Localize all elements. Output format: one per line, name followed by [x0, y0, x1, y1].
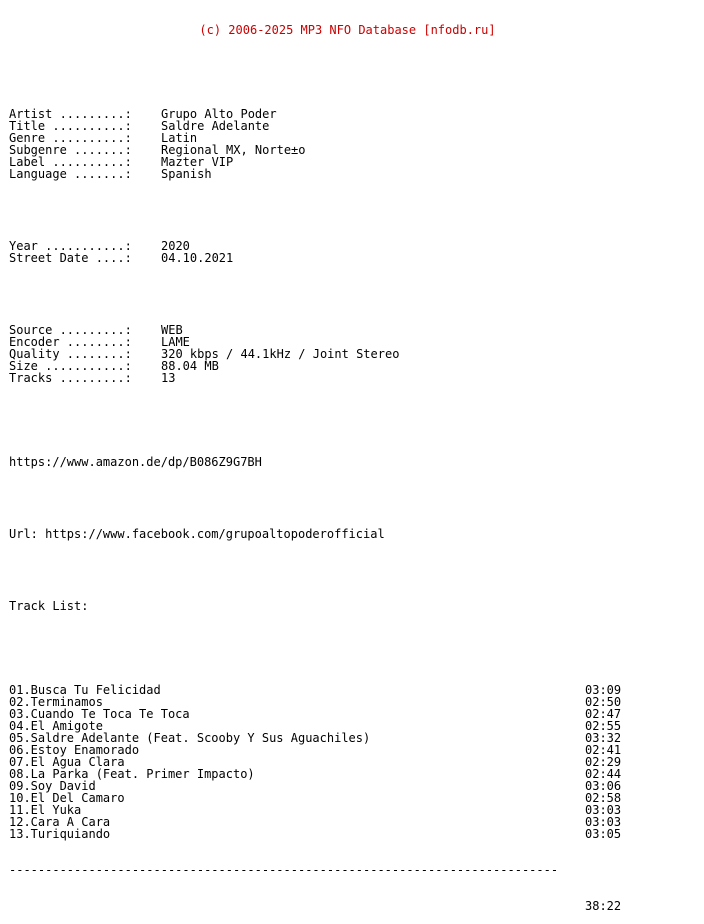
track-title: 03.Cuando Te Toca Te Toca	[9, 707, 190, 721]
info-row-label: Artist .........:	[9, 107, 132, 121]
tech-row-value: 320 kbps / 44.1kHz / Joint Stereo	[161, 347, 400, 361]
track-title: 13.Turiquiando	[9, 827, 111, 841]
track-row	[9, 780, 625, 792]
track-row	[9, 756, 625, 768]
track-duration: 02:47	[585, 707, 622, 721]
nfo-document	[9, 0, 695, 924]
tracklist-heading: Track List:	[9, 599, 89, 613]
date-row-value: 04.10.2021	[161, 251, 234, 265]
spacer	[9, 60, 695, 72]
info-row-value: Spanish	[161, 167, 212, 181]
track-title: 09.Soy David	[9, 779, 96, 793]
nfodb-header: (c) 2006-2025 MP3 NFO Database [nfodb.ru]	[199, 23, 496, 37]
tech-row-label: Encoder ........:	[9, 335, 132, 349]
track-duration: 02:44	[585, 767, 622, 781]
track-title: 05.Saldre Adelante (Feat. Scooby Y Sus Aguachiles)	[9, 731, 371, 745]
track-duration: 03:05	[585, 827, 622, 841]
track-row	[9, 792, 625, 804]
info-row-label: Genre ..........:	[9, 131, 132, 145]
track-row	[9, 804, 625, 816]
track-row	[9, 684, 625, 696]
track-title: 06.Estoy Enamorado	[9, 743, 140, 757]
amazon-url: https://www.amazon.de/dp/B086Z9G7BH	[9, 455, 262, 469]
track-duration: 02:55	[585, 719, 622, 733]
track-row	[9, 696, 625, 708]
info-row-value: Latin	[161, 131, 198, 145]
date-row	[9, 252, 695, 264]
track-title: 02.Terminamos	[9, 695, 103, 709]
track-title: 11.El Yuka	[9, 803, 82, 817]
tech-row-label: Tracks .........:	[9, 371, 132, 385]
track-duration: 02:41	[585, 743, 622, 757]
tech-row-value: 13	[161, 371, 176, 385]
track-row	[9, 732, 625, 744]
track-title: 10.El Del Camaro	[9, 791, 125, 805]
spacer	[9, 408, 695, 420]
track-duration: 03:06	[585, 779, 622, 793]
track-duration: 02:50	[585, 695, 622, 709]
spacer	[9, 636, 695, 648]
tech-row-label: Quality ........:	[9, 347, 132, 361]
track-duration: 02:58	[585, 791, 622, 805]
track-duration: 02:29	[585, 755, 622, 769]
date-row-label: Year ...........:	[9, 239, 132, 253]
tech-row-label: Size ...........:	[9, 359, 132, 373]
tracklist-divider: ----------------------------------------------------------------------------	[9, 864, 559, 876]
spacer	[9, 564, 695, 576]
technical-info-block	[9, 324, 695, 384]
track-row	[9, 744, 625, 756]
info-row-label: Title ..........:	[9, 119, 132, 133]
track-row	[9, 828, 625, 840]
track-row	[9, 720, 625, 732]
track-row	[9, 816, 625, 828]
track-duration: 03:32	[585, 731, 622, 745]
track-title: 08.La Parka (Feat. Primer Impacto)	[9, 767, 255, 781]
tech-row-value: WEB	[161, 323, 183, 337]
spacer	[9, 288, 695, 300]
tech-row-value: LAME	[161, 335, 190, 349]
info-row	[9, 168, 695, 180]
spacer	[9, 204, 695, 216]
info-row-value: Saldre Adelante	[161, 119, 270, 133]
track-duration: 03:03	[585, 803, 622, 817]
date-row-label: Street Date ....:	[9, 251, 132, 265]
total-duration: 38:22	[585, 899, 622, 913]
track-row	[9, 708, 625, 720]
info-row-label: Language .......:	[9, 167, 132, 181]
track-title: 12.Cara A Cara	[9, 815, 111, 829]
track-row	[9, 768, 625, 780]
facebook-url: Url: https://www.facebook.com/grupoaltopoderofficial	[9, 527, 385, 541]
date-row-value: 2020	[161, 239, 190, 253]
date-info-block	[9, 240, 695, 264]
album-info-block	[9, 108, 695, 180]
info-row-label: Label ..........:	[9, 155, 132, 169]
total-row	[9, 900, 625, 912]
tech-row-value: 88.04 MB	[161, 359, 219, 373]
info-row-label: Subgenre .......:	[9, 143, 132, 157]
track-title: 01.Busca Tu Felicidad	[9, 683, 161, 697]
track-duration: 03:09	[585, 683, 622, 697]
spacer	[9, 492, 695, 504]
tracklist	[9, 684, 695, 840]
tech-row-label: Source .........:	[9, 323, 132, 337]
track-title: 04.El Amigote	[9, 719, 103, 733]
tech-row	[9, 372, 695, 384]
info-row-value: Regional MX, Norte±o	[161, 143, 306, 157]
info-row-value: Mazter VIP	[161, 155, 234, 169]
info-row-value: Grupo Alto Poder	[161, 107, 277, 121]
track-duration: 03:03	[585, 815, 622, 829]
track-title: 07.El Agua Clara	[9, 755, 125, 769]
